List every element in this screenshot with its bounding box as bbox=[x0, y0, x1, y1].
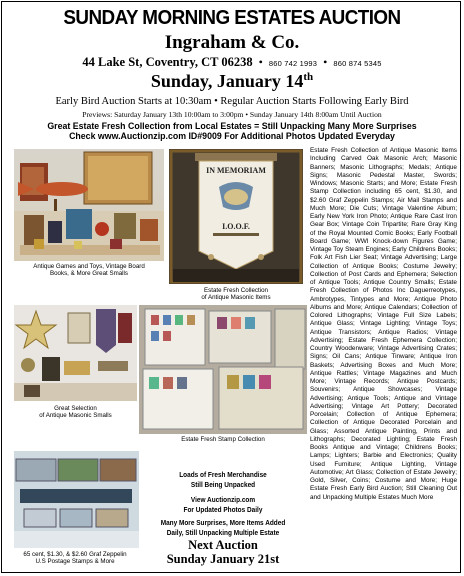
zeppelin-stamps-illustration bbox=[14, 451, 139, 548]
masonic-items-caption bbox=[169, 287, 303, 301]
games-caption-line-2: Books, & More Great Smalls bbox=[49, 270, 129, 277]
masonic-banner-illustration bbox=[169, 149, 303, 284]
early-bird-line: Early Bird Auction Starts at 10:30am • Regular Auction Starts Following Early Bird bbox=[55, 96, 409, 107]
item-description: Estate Fresh Collection of Antique Masonic Items Including Carved Oak Masonic Arch; Masonic Banners; Masonic Lithographs; Medals; Antique Signs; Masonic Pedestal Master, Swords; Windows; Masonic Starts; and More; Estate Fresh Stamp Collection including 65 cent, $1.30, and $2.60 Graf Zeppelin Stamps; Air Mail Stamps and Much More; Die Cuts; Vintage Valentine Album; Early New York Iron Photo; Antique Rare Cast Iron Gear Box; Vintage Coin Tripartite; Rare Gray King of the Royal Mounted Comic Books; Early Football Board Game; WWI Knock-down Figures Game; Vintage Toy Steam Engines; Early Childrens Books; Folk Art Fish Lier Seat; Vintage Advertising; Large Collection of Antique Books; Costume Jewelry; Collection of Post Cards and Ephemera; Selection of Antique Tools; Antique Country Smalls; Estate Fresh Collection of Photos Inc Daguerreotypes, Ambrotypes, Tintypes and More; Antique Photo Albums and More; Antique Calendars; Collection of Colored Lithographs; Vintage Full Size Labels; Antique Glass; Vintage Lighting; Vintage Toys; Antique Transistors; Antique Radios; Vintage Advertising; Estate Fresh Ephemera Collection; Country Woodenware; Vintage Advertising Crates; Signs; Oil Cans; Antique Tinware; Antique Iron Baskets; Advertising Boxes and Much More; Antique Rattles; Vintage Magazines and Much More; Vintage Records; Antique Postcards; Souvenirs; Antique Showcases; Vintage Advertising; Antique Tools; Antique and Vintage Advertising; Vintage Art Pottery; Decorated Porcelain; Collection of Antique Ephemera; Collection of Antique Decorated Porcelain and Glass; Assorted Antique Painting, Prints and Lithographs; Decorated Lighting; Estate Fresh Books Antique and Vintage; Childrens Books; Lamps; Lighters; Barbie and Electronics; Quality Used Furniture; Antique Lighting, Vintage Automotive; Art Glass; Collection of Estate Jewelry; Gold, Silver, Coins; Costume and More; Huge Estate Fresh Early Bird Auction; Still Cleaning Out and Unpacking Multiple Estates Much More bbox=[310, 147, 457, 501]
games-toys-caption bbox=[14, 263, 164, 277]
phone-1: 860 742 1993 bbox=[268, 59, 318, 68]
masonic-smalls-caption bbox=[14, 405, 137, 419]
unpacked-line: Still Being Unpacked bbox=[190, 480, 256, 489]
next-auction-date: Sunday January 21st bbox=[166, 552, 280, 566]
middle-notice bbox=[139, 470, 307, 566]
date-text: Sunday, January 14 bbox=[150, 71, 304, 91]
masonic-items-photo bbox=[169, 149, 303, 284]
fresh-merch-line: Loads of Fresh Merchandise bbox=[179, 470, 267, 479]
daily-unpacking-line: Daily, Still Unpacking Multiple Estate bbox=[166, 528, 280, 537]
phone-2: 860 874 5345 bbox=[333, 59, 382, 68]
view-auctionzip-line: View Auctionzip.com bbox=[190, 495, 256, 504]
previews-line: Previews: Saturday January 13th 10:00am to 3:00pm • Sunday January 14th 8:00am Until Auction bbox=[82, 110, 382, 119]
auction-date bbox=[0, 71, 464, 92]
stamp-collection-photo bbox=[139, 305, 307, 434]
banner-ioof: I.O.O.F. bbox=[222, 222, 250, 231]
masonic-smalls-illustration bbox=[14, 305, 137, 401]
stamp-collection-caption: Estate Fresh Stamp Collection bbox=[181, 436, 265, 443]
more-surprises-line: Many More Surprises, More Items Added bbox=[160, 518, 286, 527]
estate-fresh-line: Great Estate Fresh Collection from Local Estates = Still Unpacking Many More Surprises bbox=[47, 121, 417, 131]
banner-in-memoriam: IN MEMORIAM bbox=[206, 166, 266, 175]
masonic-caption-line-2: of Antique Masonic Items bbox=[201, 294, 271, 301]
masonic-smalls-photo bbox=[14, 305, 137, 401]
address-line: 44 Lake St, Coventry, CT 06238 • 860 742 1993 • 860 874 5345 bbox=[82, 55, 382, 69]
zeppelin-caption bbox=[10, 551, 140, 565]
zeppelin-caption-line-1: 65 cent, $1.30, & $2.60 Graf Zeppelin bbox=[23, 551, 127, 558]
company-name: Ingraham & Co. bbox=[164, 32, 300, 53]
zeppelin-stamps-photo bbox=[14, 451, 139, 548]
masonic-caption-line-1: Estate Fresh Collection bbox=[204, 287, 268, 294]
auction-title: SUNDAY MORNING ESTATES AUCTION bbox=[63, 6, 401, 29]
smalls-caption-line-2: of Antique Masonic Smalls bbox=[39, 412, 112, 419]
zeppelin-caption-line-2: U.S Postage Stamps & More bbox=[35, 558, 115, 565]
street-address: 44 Lake St, Coventry, CT 06238 bbox=[82, 55, 253, 69]
stamp-collection-illustration bbox=[139, 305, 307, 434]
smalls-caption-line-1: Great Selection bbox=[54, 405, 97, 412]
games-toys-photo bbox=[14, 149, 164, 261]
date-suffix: th bbox=[303, 71, 314, 83]
next-auction-heading: Next Auction bbox=[188, 538, 258, 552]
auctionzip-line: Check www.Auctionzip.com ID#9009 For Additional Photos Updated Everyday bbox=[69, 131, 395, 141]
games-toys-illustration bbox=[14, 149, 164, 261]
games-caption-line-1: Antique Games and Toys, Vintage Board bbox=[33, 263, 145, 270]
updated-photos-line: For Updated Photos Daily bbox=[183, 505, 263, 514]
